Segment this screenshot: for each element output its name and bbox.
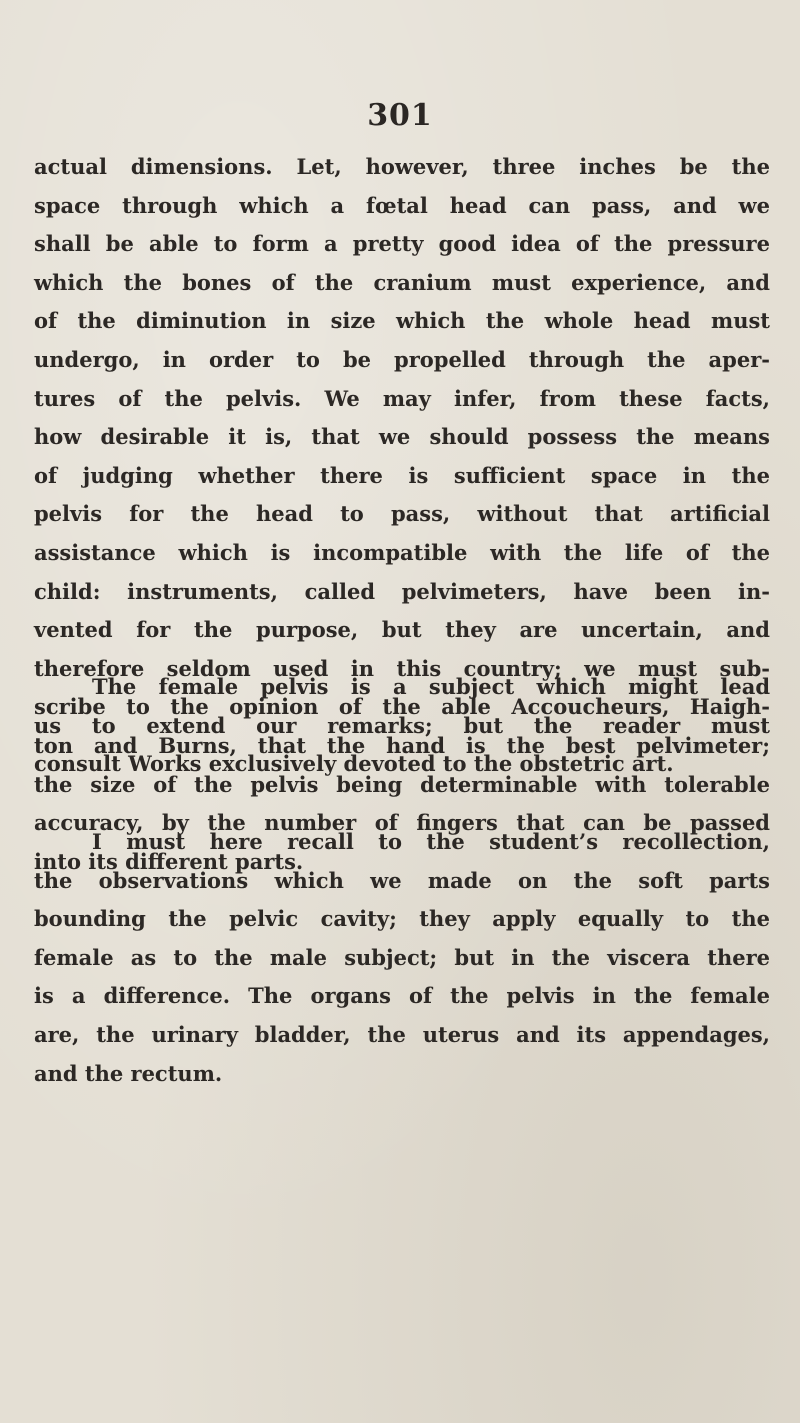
text-line: actual dimensions. Let, however, three inches be the: [34, 154, 770, 179]
text-line: into its different parts.: [34, 848, 304, 874]
page-number: 301: [367, 98, 433, 133]
text-line: are, the urinary bladder, the uterus and its appendages,: [34, 1021, 770, 1047]
text-line: the observations which we made on the soft parts: [34, 867, 770, 893]
text-line: space through which a fœtal head can pass, and we: [34, 192, 770, 218]
paragraph-3: [34, 823, 770, 1093]
text-line: of judging whether there is sufficient space in the: [34, 462, 770, 488]
text-line: female as to the male subject; but in the viscera there: [34, 944, 770, 970]
text-line: us to extend our remarks; but the reader must: [34, 712, 770, 738]
text-line: tures of the pelvis. We may infer, from these facts,: [34, 385, 770, 411]
text-line: the size of the pelvis being determinable with tolerable: [34, 771, 770, 797]
paragraph-2: [34, 668, 770, 784]
text-line: assistance which is incompatible with the life of the: [34, 539, 770, 565]
text-line: I must here recall to the student’s recollection,: [92, 829, 770, 854]
text-line: scribe to the opinion of the able Accoucheurs, Haigh-: [34, 694, 770, 720]
text-line: and the rectum.: [34, 1060, 223, 1086]
text-line: how desirable it is, that we should possess the means: [34, 424, 770, 450]
text-line: The female pelvis is a subject which might lead: [92, 674, 770, 699]
text-line: is a difference. The organs of the pelvis in the female: [34, 983, 770, 1009]
text-line: pelvis for the head to pass, without that artificial: [34, 501, 770, 527]
text-line: consult Works exclusively devoted to the obstetric art.: [34, 751, 674, 777]
text-line: shall be able to form a pretty good idea of the pressure: [34, 231, 770, 257]
text-line: bounding the pelvic cavity; they apply equally to the: [34, 906, 770, 932]
text-line: accuracy, by the number of fingers that can be passed: [34, 810, 770, 836]
text-line: therefore seldom used in this country; we must sub-: [34, 655, 770, 681]
text-line: child: instruments, called pelvimeters, have been in-: [34, 578, 770, 604]
text-line: which the bones of the cranium must experience, and: [34, 269, 770, 295]
text-line: of the diminution in size which the whole head must: [34, 308, 770, 334]
text-line: vented for the purpose, but they are uncertain, and: [34, 617, 770, 643]
text-line: undergo, in order to be propelled through the aper-: [34, 346, 770, 372]
text-line: ton and Burns, that the hand is the best pelvimeter;: [34, 732, 770, 758]
